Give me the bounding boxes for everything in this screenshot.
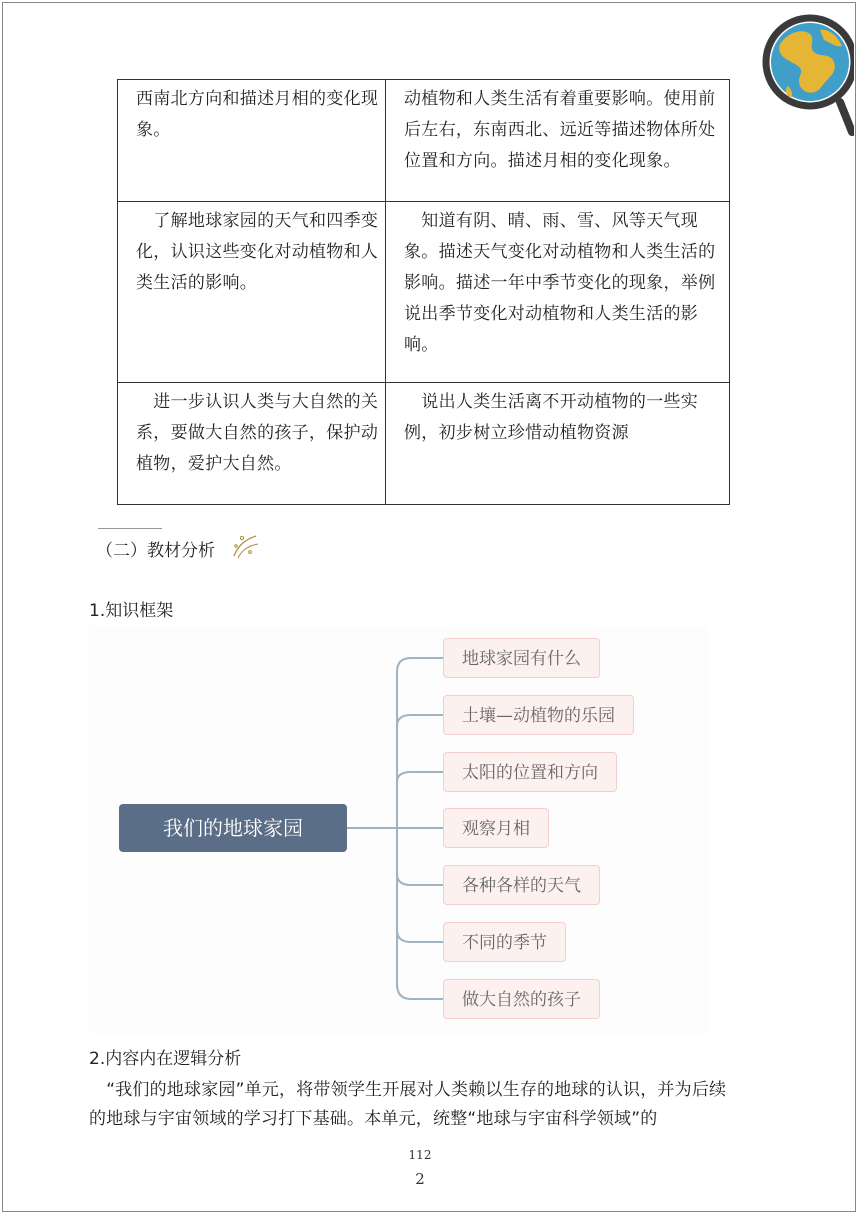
table-cell: 西南北方向和描述月相的变化现象。 [118,80,386,202]
logic-analysis-title: 2.内容内在逻辑分析 [89,1049,242,1069]
table-cell: 了解地球家园的天气和四季变化，认识这些变化对动植物和人类生活的影响。 [118,202,386,383]
logic-analysis-paragraph: “我们的地球家园”单元，将带领学生开展对人类赖以生存的地球的认识，并为后续的地球与宇宙领域的学习打下基础。本单元，统整“地球与宇宙科学领域”的 [89,1080,727,1129]
curriculum-requirements-table [117,79,730,505]
sparkle-decoration-icon [230,532,260,560]
page-number-secondary: 2 [415,1170,425,1188]
table-row [118,383,730,505]
mindmap-leaf-node: 做大自然的孩子 [443,979,600,1019]
table-cell: 说出人类生活离不开动植物的一些实例，初步树立珍惜动植物资源 [386,383,730,505]
mindmap-leaf-node: 土壤—动植物的乐园 [443,695,634,735]
table-cell: 知道有阴、晴、雨、雪、风等天气现象。描述天气变化对动植物和人类生活的影响。描述一年中季节变化的现象，举例说出季节变化对动植物和人类生活的影响。 [386,202,730,383]
table-row [118,80,730,202]
mindmap-leaf-node: 地球家园有什么 [443,638,600,678]
mindmap-leaf-node: 各种各样的天气 [443,865,600,905]
page-number-primary: 112 [408,1148,432,1162]
mindmap-central-node: 我们的地球家园 [119,804,347,852]
table-cell: 动植物和人类生活有着重要影响。使用前后左右，东南西北、远近等描述物体所处位置和方向。描述月相的变化现象。 [386,80,730,202]
section-rule [98,528,162,530]
knowledge-mindmap [89,626,709,1034]
mindmap-leaf-node: 观察月相 [443,808,549,848]
mindmap-leaf-node: 太阳的位置和方向 [443,752,617,792]
table-row [118,202,730,383]
table-cell: 进一步认识人类与大自然的关系，要做大自然的孩子，保护动植物，爱护大自然。 [118,383,386,505]
section-heading: （二）教材分析 [96,541,215,561]
knowledge-framework-title: 1.知识框架 [89,601,174,621]
mindmap-leaf-node: 不同的季节 [443,922,566,962]
globe-magnifier-icon [758,6,854,136]
